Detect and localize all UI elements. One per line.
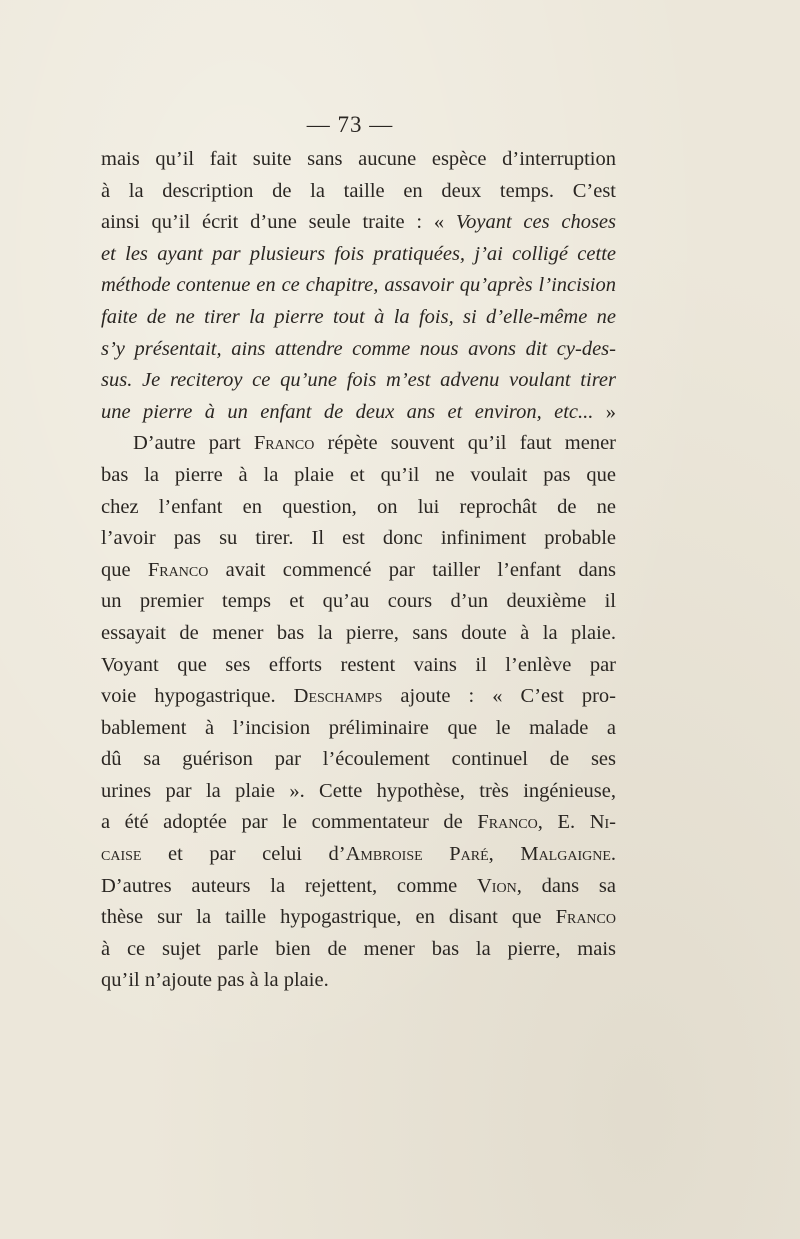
text-line: à la description de la taille en deux temps. C’est [101, 179, 616, 202]
text-line: méthode contenue en ce chapitre, assavoir qu’après l’incision [101, 274, 616, 297]
author-name: Deschamps [293, 685, 383, 708]
text-line: urines par la plaie ». Cette hypothèse, très ingénieuse, [101, 779, 616, 802]
page-number: — 73 — [306, 112, 394, 137]
text-line: caise et par celui d’Ambroise Paré, Malgaigne. [101, 843, 617, 866]
text-line: sus. Je reciteroy ce qu’une fois m’est advenu voulant tirer [101, 369, 616, 392]
text-line: que Franco avait commencé par tailler l’enfant dans [101, 558, 616, 581]
text-line: chez l’enfant en question, on lui reprochât de ne [101, 495, 616, 518]
text-line: voie hypogastrique. Deschamps ajoute : « C’est pro- [101, 685, 616, 708]
text-line: s’y présentait, ains attendre comme nous avons dit cy-des- [101, 337, 616, 360]
text-line: l’avoir pas su tirer. Il est donc infiniment probable [101, 527, 616, 550]
text-line: Voyant que ses efforts restent vains il l’enlève par [101, 653, 616, 676]
author-name: Franco [147, 558, 209, 581]
text-line: D’autres auteurs la rejettent, comme Vion, dans sa [101, 874, 616, 897]
text-line: bablement à l’incision préliminaire que le malade a [101, 716, 616, 739]
text-line: une pierre à un enfant de deux ans et environ, etc... » [101, 400, 617, 423]
text-line: qu’il n’ajoute pas à la plaie. [101, 969, 329, 992]
text-line: mais qu’il fait suite sans aucune espèce d’interruption [101, 148, 616, 170]
text-line: faite de ne tirer la pierre tout à la fois, si d’elle-même ne [101, 305, 616, 328]
text-line: a été adoptée par le commentateur de Franco, E. Ni- [101, 811, 616, 834]
author-name: caise [101, 843, 142, 866]
author-name: Ni- [589, 811, 616, 834]
text-line: D’autre part Franco répète souvent qu’il faut mener [133, 432, 616, 455]
author-name: Franco [555, 906, 616, 929]
author-name: Franco [253, 432, 315, 455]
text-line: thèse sur la taille hypogastrique, en disant que Franco [101, 906, 616, 929]
author-name: Malgaigne [520, 843, 611, 866]
body-text [101, 144, 616, 997]
text-line: bas la pierre à la plaie et qu’il ne voulait pas que [101, 463, 616, 486]
text-line: un premier temps et qu’au cours d’un deuxième il [101, 590, 616, 613]
text-line: ainsi qu’il écrit d’une seule traite : « Voyant ces choses [101, 211, 616, 234]
text-line: dû sa guérison par l’écoulement continuel de ses [101, 748, 616, 771]
text-line: et les ayant par plusieurs fois pratiquées, j’ai colligé cette [101, 242, 616, 265]
author-name: Vion [477, 874, 517, 897]
author-name: Franco [477, 811, 538, 834]
author-name: Ambroise Paré [345, 843, 489, 866]
text-line: essayait de mener bas la pierre, sans doute à la plaie. [101, 621, 616, 644]
text-line: à ce sujet parle bien de mener bas la pierre, mais [101, 937, 616, 960]
